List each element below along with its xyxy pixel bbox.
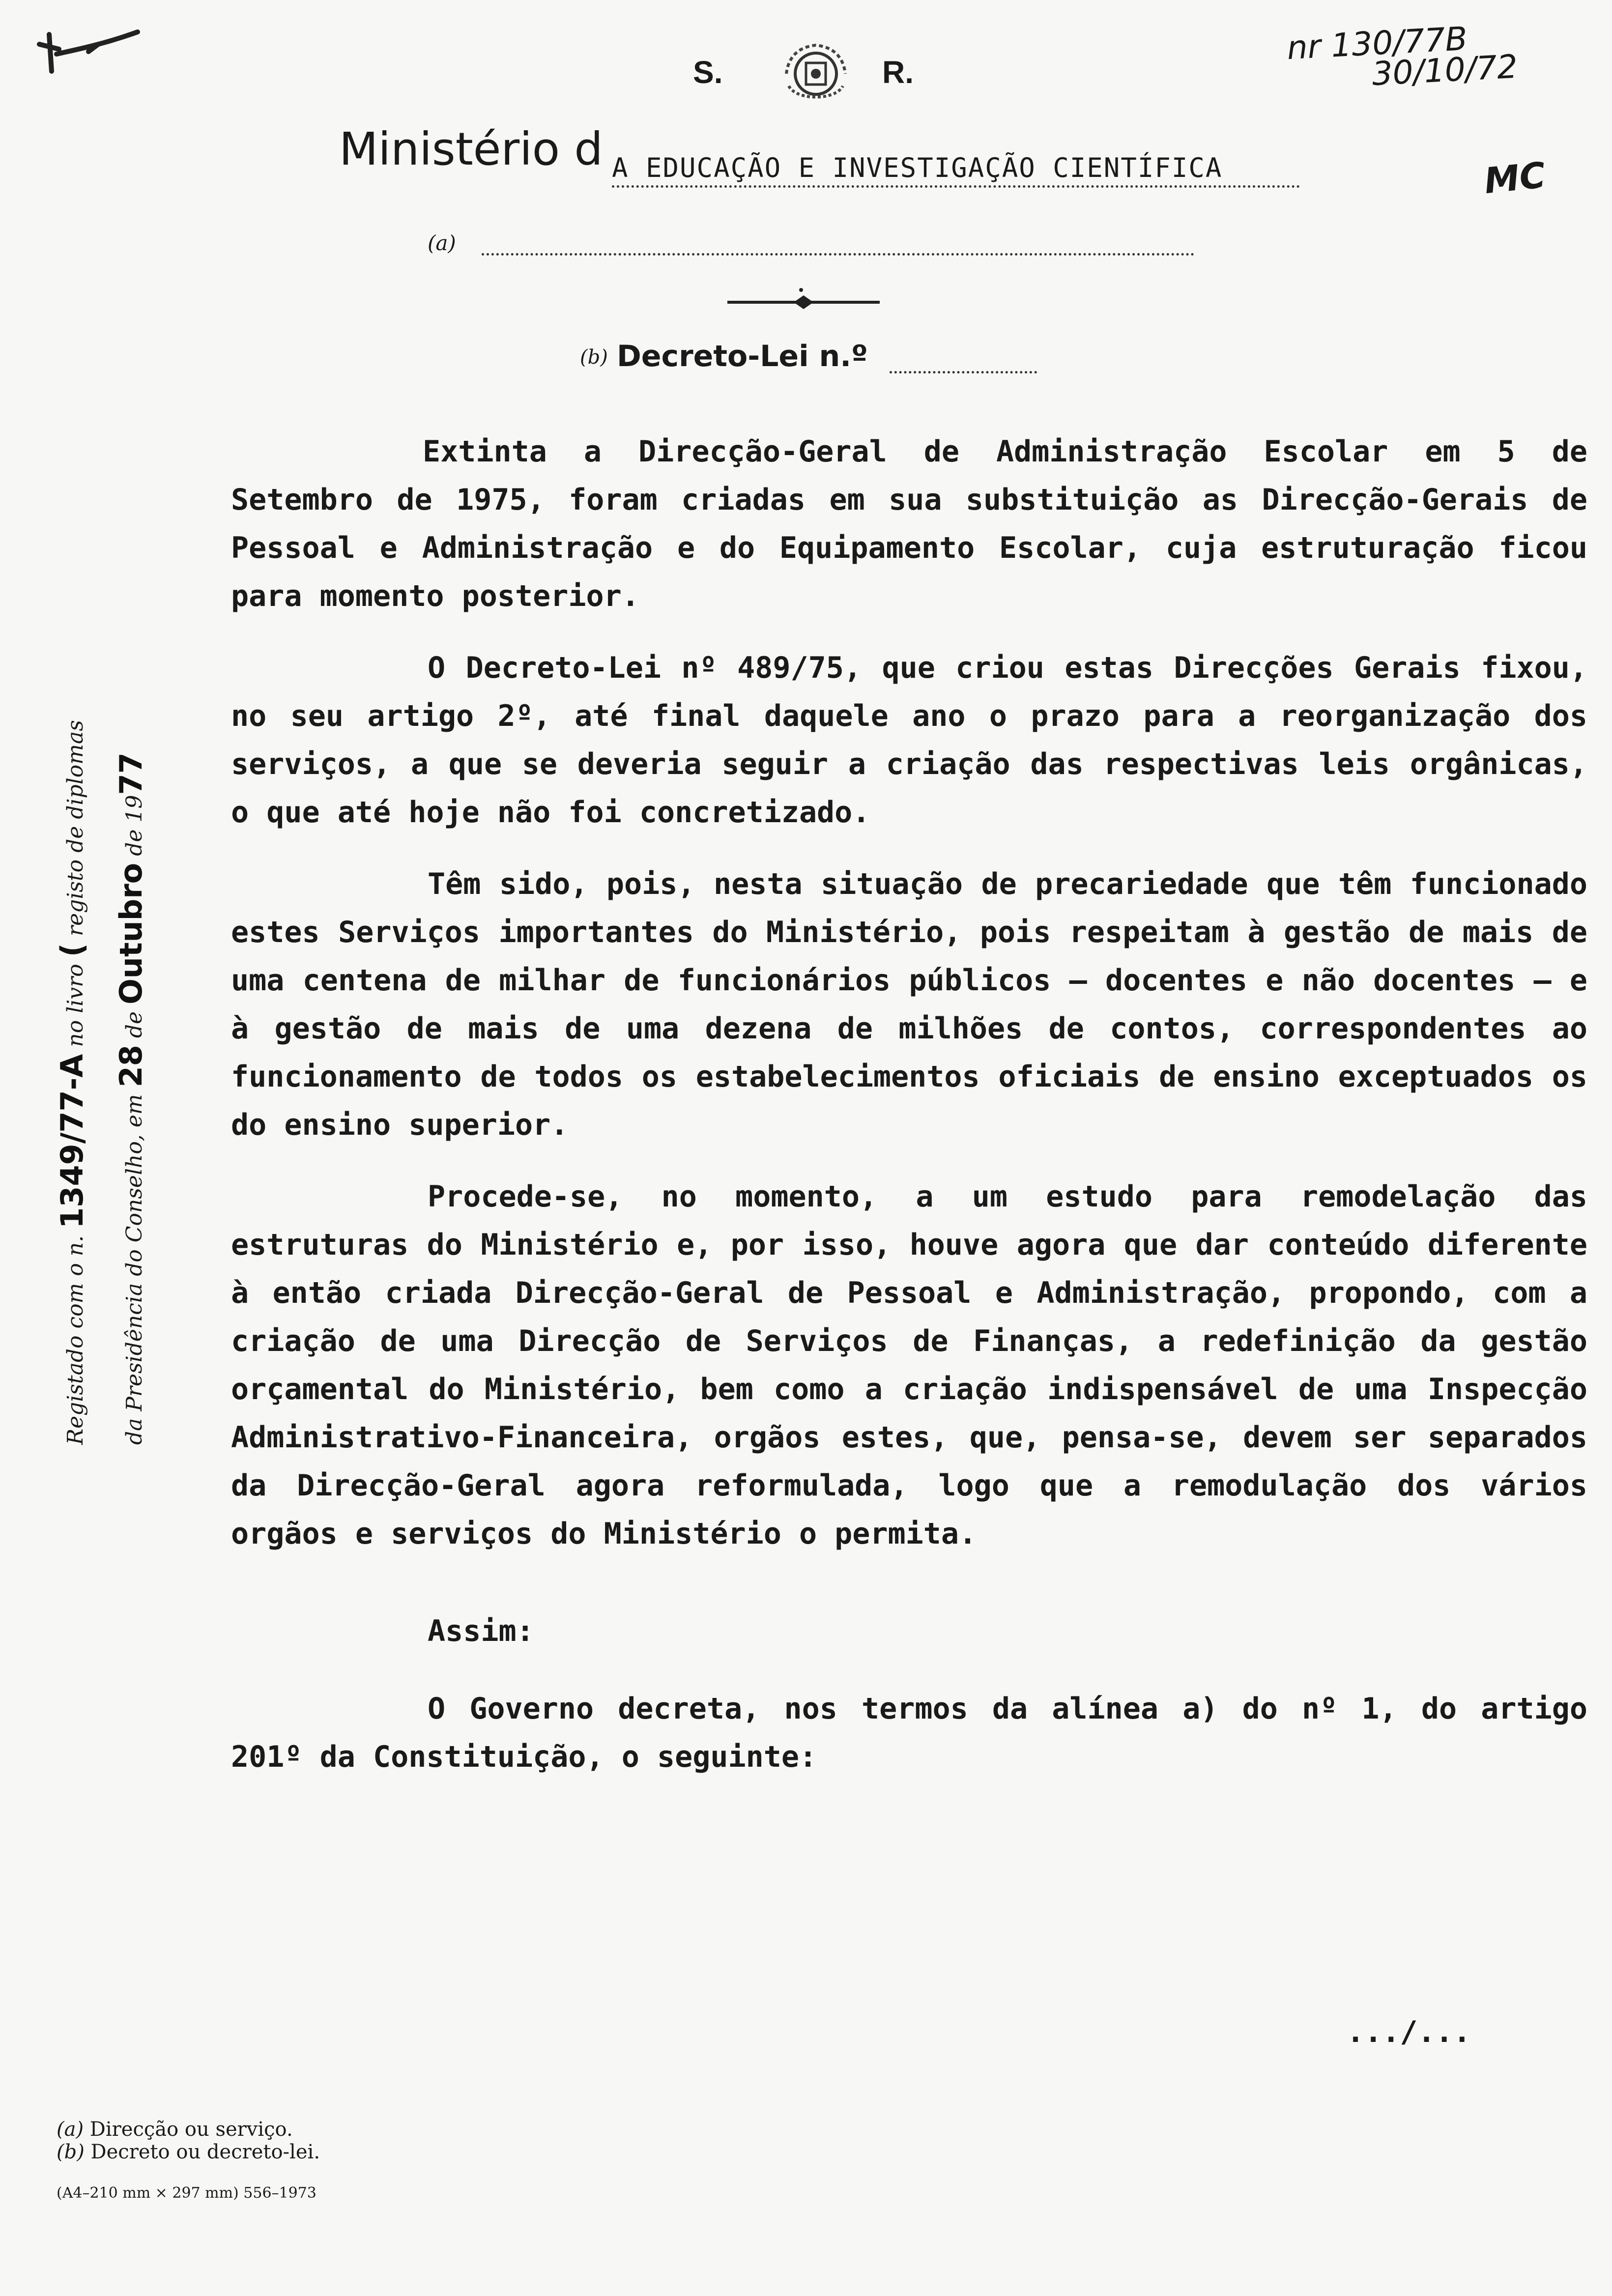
footnote-a	[57, 2118, 320, 2141]
continuation-mark: .../...	[1347, 2015, 1471, 2049]
footnote-b-label: (b)	[57, 2141, 85, 2163]
field-a-direction	[428, 226, 1194, 260]
registration-council: da Presidência do Conselho, em	[122, 1094, 147, 1445]
paragraph-assim: Assim:	[428, 1614, 534, 1648]
paper-format-note: (A4–210 mm × 297 mm) 556–1973	[57, 2184, 317, 2202]
paragraph-4: Procede-se, no momento, a um estudo para remodelação das estruturas do Ministério e, por isso, houve agora que dar conteúdo diferente à então criada Direcção-Geral de Pessoal e Administração, propondo, com a criação de uma Direcção de Serviços de Finanças, a redefinição da gestão orçamental do Ministério, bem como a criação indispensável de uma Inspecção Administrativo-Financeira, orgãos estes, que, pensa-se, devem ser separados da Direcção-Geral agora reformulada, logo que a remodulação dos vários orgãos e serviços do Ministério o permita.	[231, 1179, 1587, 1551]
paragraph-5: O Governo decreta, nos termos da alínea a) do nº 1, do artigo 201º da Constituição, o seguinte:	[231, 1692, 1587, 1774]
field-b-label: (b)	[580, 346, 608, 369]
registration-book: no livro	[63, 964, 88, 1047]
registration-de: de	[122, 1011, 147, 1038]
footnote-b-text: Decreto ou decreto-lei.	[90, 2141, 320, 2163]
paragraph-2: O Decreto-Lei nº 489/75, que criou estas Direcções Gerais fixou, no seu artigo 2º, até final daquele ano o prazo para a reorganização dos serviços, a que se deveria seguir a criação das respectivas leis orgânicas, o que até hoje não foi concretizado.	[231, 651, 1587, 830]
ornament-divider-icon	[727, 287, 880, 317]
registration-year: 77	[113, 752, 149, 795]
registration-day: 28	[113, 1045, 149, 1088]
footnote-b	[57, 2141, 320, 2163]
registration-year-prefix: de 19	[122, 795, 147, 856]
coat-of-arms-icon	[767, 39, 865, 113]
ministry-department: A EDUCAÇÃO E INVESTIGAÇÃO CIENTÍFICA	[612, 152, 1300, 188]
decree-preamble	[231, 428, 1587, 1805]
registration-number: 1349/77-A	[54, 1054, 90, 1229]
sr-left-letter: S.	[693, 55, 723, 90]
field-b-decree	[580, 334, 1042, 383]
registration-prefix: Registado com o n.	[63, 1235, 88, 1445]
field-a-dotted-line	[482, 253, 1194, 256]
footnote-a-label: (a)	[57, 2118, 84, 2141]
handwritten-ref-date: 30/10/72	[1371, 47, 1519, 93]
sr-right-letter: R.	[882, 55, 914, 90]
ministry-word: Ministério d	[339, 123, 603, 175]
ministry-title	[339, 123, 1371, 187]
registration-line-2	[113, 752, 149, 1445]
paragraph-3: Têm sido, pois, nesta situação de precariedade que têm funcionado estes Serviços importantes do Ministério, pois respeitam à gestão de mais de uma centena de milhar de funcionários públicos — docentes e não docentes — e à gestão de mais de uma dezena de milhões de contos, correspondentes ao funcionamento de todos os estabelecimentos oficiais de ensino exceptuados os do ensino superior.	[231, 867, 1587, 1142]
footnotes	[57, 2118, 320, 2163]
registration-line-1: Registado com o n. 1349/77-A no livro ( registo de diplomas	[54, 720, 90, 1445]
corner-scribble-mark	[29, 25, 157, 79]
handwritten-initials: MC	[1482, 154, 1548, 202]
registration-book-type: registo de diplomas	[63, 720, 88, 936]
handwritten-ref-number: nr 130/77B	[1286, 20, 1468, 67]
registration-month: Outubro	[113, 862, 149, 1004]
decree-number-dotted-line	[890, 371, 1037, 373]
paragraph-1: Extinta a Direcção-Geral de Administração Escolar em 5 de Setembro de 1975, foram criadas em sua substituição as Direcção-Gerais de Pessoal e Administração e do Equipamento Escolar, cuja estruturação ficou para momento posterior.	[231, 434, 1587, 613]
field-a-label: (a)	[428, 231, 456, 255]
decree-title: Decreto-Lei n.º	[617, 339, 868, 373]
footnote-a-text: Direcção ou serviço.	[89, 2118, 293, 2141]
republic-heading	[693, 49, 939, 113]
handwritten-reference	[1286, 21, 1518, 94]
